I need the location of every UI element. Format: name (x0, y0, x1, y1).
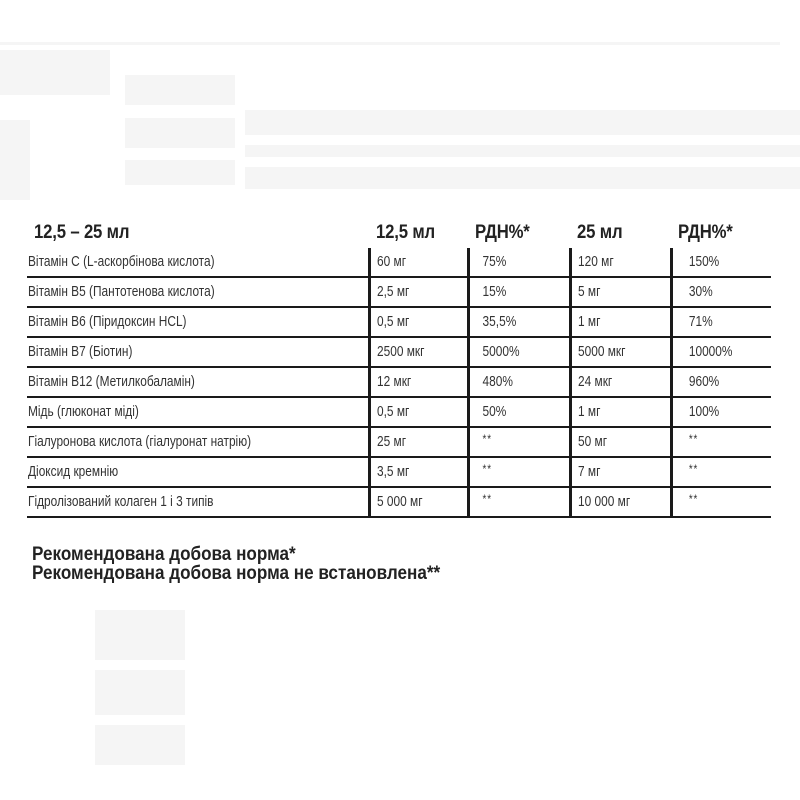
rdn-12-5ml-cell (468, 487, 570, 517)
dose-25ml-cell (570, 367, 671, 397)
table-header-row (27, 206, 771, 248)
rdn-12-5ml: ** (482, 492, 492, 506)
dose-12-5ml: 5 000 мг (376, 494, 423, 510)
footnotes (32, 545, 486, 583)
ingredient-name: Вітамін В7 (Біотин) (28, 344, 133, 360)
table-row (27, 487, 771, 517)
dose-12-5ml: 12 мкг (376, 374, 411, 390)
header-rdn-12-5ml: РДН%* (475, 222, 530, 243)
rdn-25ml-cell (671, 277, 771, 307)
dose-25ml: 10 000 мг (577, 494, 630, 510)
background-watermark (0, 40, 800, 200)
rdn-25ml: 150% (688, 254, 719, 270)
dose-25ml: 50 мг (577, 434, 607, 450)
table-row (27, 367, 771, 397)
rdn-12-5ml: ** (482, 432, 492, 446)
ingredient-name: Мідь (глюконат міді) (28, 404, 139, 420)
dose-12-5ml-cell (369, 248, 468, 277)
ingredient-name: Вітамін В12 (Метилкобаламін) (28, 374, 195, 390)
table-row (27, 248, 771, 277)
dose-12-5ml-cell (369, 427, 468, 457)
rdn-25ml: 30% (688, 284, 713, 300)
ingredient-name: Вітамін В6 (Піридоксин HCL) (28, 314, 187, 330)
rdn-12-5ml-cell (468, 337, 570, 367)
table-row (27, 457, 771, 487)
dose-25ml: 5000 мкг (577, 344, 625, 360)
ingredient-name-cell (27, 337, 369, 367)
rdn-12-5ml: 50% (482, 404, 506, 420)
ingredient-name: Гідролізований колаген 1 і 3 типів (28, 494, 214, 510)
table-row (27, 337, 771, 367)
rdn-12-5ml-cell (468, 367, 570, 397)
rdn-12-5ml-cell (468, 457, 570, 487)
dose-12-5ml: 2,5 мг (376, 284, 409, 300)
rdn-12-5ml-cell (468, 277, 570, 307)
rdn-12-5ml-cell (468, 248, 570, 277)
ingredient-name-cell (27, 367, 369, 397)
header-dose-12-5ml: 12,5 мл (376, 222, 435, 243)
ingredient-name: Діоксид кремнію (28, 464, 119, 480)
dose-12-5ml-cell (369, 397, 468, 427)
dose-25ml-cell (570, 248, 671, 277)
ingredient-name-cell (27, 248, 369, 277)
rdn-25ml: 10000% (688, 344, 732, 360)
ingredient-name-cell (27, 277, 369, 307)
dose-12-5ml-cell (369, 487, 468, 517)
rdn-12-5ml: 480% (482, 374, 513, 390)
dose-25ml: 7 мг (577, 464, 600, 480)
rdn-25ml-cell (671, 337, 771, 367)
footnote-rdn: Рекомендована добова норма* (32, 544, 296, 565)
dose-12-5ml-cell (369, 307, 468, 337)
dose-12-5ml: 25 мг (376, 434, 406, 450)
rdn-12-5ml: 75% (482, 254, 506, 270)
dose-12-5ml: 2500 мкг (376, 344, 424, 360)
table-row (27, 307, 771, 337)
ingredient-name-cell (27, 427, 369, 457)
dose-25ml-cell (570, 457, 671, 487)
rdn-12-5ml: 15% (482, 284, 506, 300)
ingredient-name-cell (27, 397, 369, 427)
header-rdn-25ml: РДН%* (678, 222, 733, 243)
ingredient-name-cell (27, 487, 369, 517)
rdn-12-5ml: 5000% (482, 344, 520, 360)
rdn-25ml: 100% (688, 404, 719, 420)
rdn-25ml-cell (671, 397, 771, 427)
dose-12-5ml-cell (369, 337, 468, 367)
nutrition-table (27, 206, 771, 518)
table-row (27, 277, 771, 307)
footnote-rdn-not-established: Рекомендована добова норма не встановлена** (32, 563, 441, 584)
dose-25ml-cell (570, 277, 671, 307)
rdn-12-5ml-cell (468, 397, 570, 427)
rdn-25ml-cell (671, 457, 771, 487)
ingredient-name: Вітамін В5 (Пантотенова кислота) (28, 284, 215, 300)
dose-25ml-cell (570, 487, 671, 517)
dose-25ml: 24 мкг (577, 374, 612, 390)
dose-12-5ml: 3,5 мг (376, 464, 409, 480)
dose-12-5ml-cell (369, 457, 468, 487)
rdn-25ml-cell (671, 307, 771, 337)
rdn-25ml: ** (688, 432, 698, 446)
rdn-25ml-cell (671, 367, 771, 397)
dose-25ml: 120 мг (577, 254, 614, 270)
rdn-12-5ml-cell (468, 427, 570, 457)
dose-25ml: 1 мг (577, 404, 600, 420)
rdn-25ml: 71% (688, 314, 713, 330)
rdn-25ml-cell (671, 248, 771, 277)
dose-25ml-cell (570, 397, 671, 427)
dose-12-5ml-cell (369, 367, 468, 397)
dose-25ml-cell (570, 307, 671, 337)
dose-25ml-cell (570, 337, 671, 367)
rdn-25ml: 960% (688, 374, 719, 390)
dose-12-5ml: 0,5 мг (376, 314, 409, 330)
header-dose-25ml: 25 мл (577, 222, 623, 243)
dose-12-5ml-cell (369, 277, 468, 307)
ingredient-name-cell (27, 457, 369, 487)
rdn-12-5ml: ** (482, 462, 492, 476)
ingredient-name: Вітамін С (L-аскорбінова кислота) (28, 254, 215, 270)
table-row (27, 397, 771, 427)
ingredient-name: Гіалуронова кислота (гіалуронат натрію) (28, 434, 252, 450)
rdn-12-5ml: 35,5% (482, 314, 516, 330)
ingredient-name-cell (27, 307, 369, 337)
background-watermark-bottom (95, 600, 190, 770)
rdn-25ml: ** (688, 462, 698, 476)
dose-12-5ml: 60 мг (376, 254, 406, 270)
dose-12-5ml: 0,5 мг (376, 404, 409, 420)
rdn-12-5ml-cell (468, 307, 570, 337)
rdn-25ml-cell (671, 487, 771, 517)
dose-25ml: 5 мг (577, 284, 600, 300)
rdn-25ml-cell (671, 427, 771, 457)
rdn-25ml: ** (688, 492, 698, 506)
table-row (27, 427, 771, 457)
dose-25ml-cell (570, 427, 671, 457)
header-dosage-range: 12,5 – 25 мл (34, 222, 130, 243)
dose-25ml: 1 мг (577, 314, 600, 330)
